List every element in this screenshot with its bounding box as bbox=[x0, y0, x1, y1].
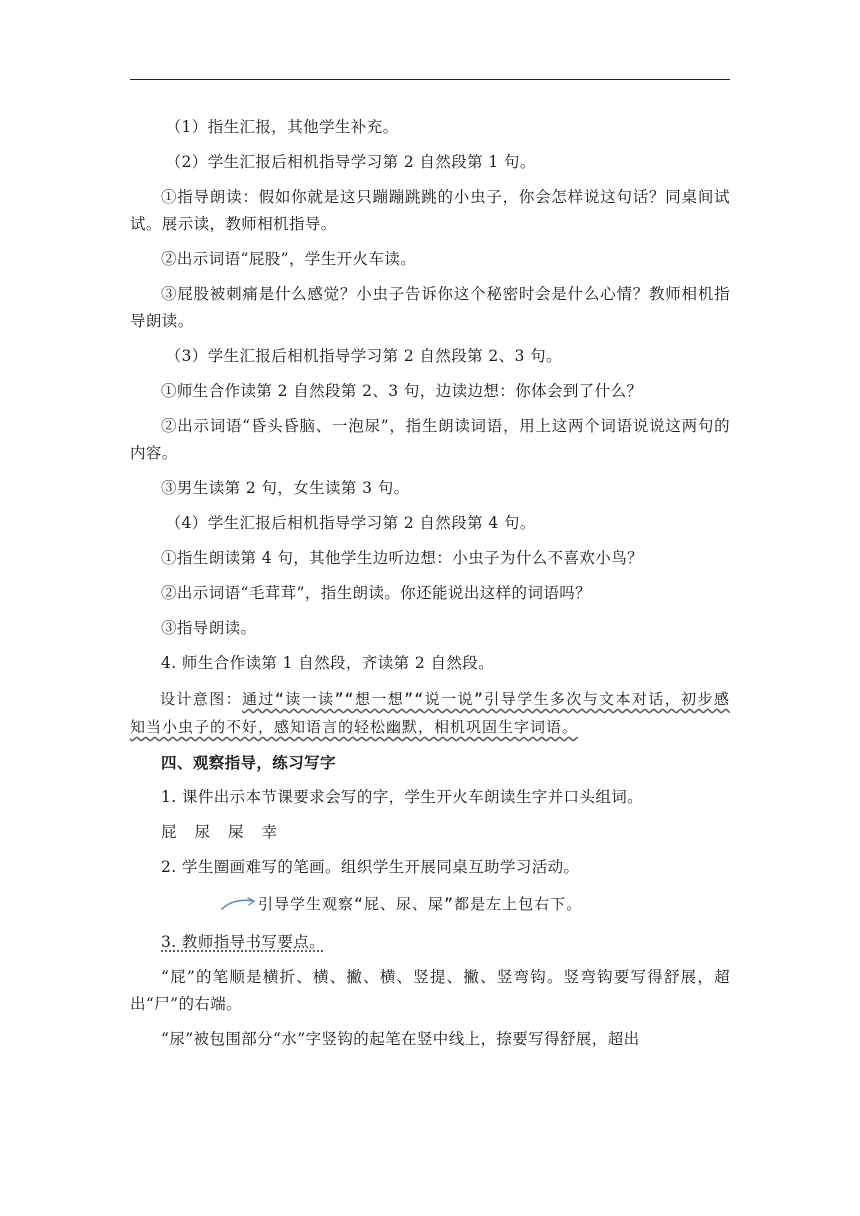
margin-note bbox=[130, 889, 730, 923]
paragraph: “尿”被包围部分“水”字竖钩的起笔在竖中线上，捺要写得舒展，超出 bbox=[161, 1030, 640, 1048]
paragraph: ②出示词语“屁股”，学生开火车读。 bbox=[161, 250, 417, 268]
paragraph: （4）学生汇报后相机指导学习第 2 自然段第 4 句。 bbox=[165, 514, 536, 532]
note-mark-icon bbox=[220, 895, 256, 913]
paragraph: 4. 师生合作读第 1 自然段，齐读第 2 自然段。 bbox=[161, 654, 495, 672]
char-item: 尿 bbox=[194, 823, 215, 841]
paragraph: ①指导朗读：假如你就是这只蹦蹦跳跳的小虫子，你会怎样说这句话？同桌间试试。展示读，教师相机指导。 bbox=[130, 188, 730, 233]
char-list bbox=[130, 819, 730, 846]
dotted-text: 3. 教师指导书写要点。 bbox=[161, 933, 326, 951]
paragraph: （3）学生汇报后相机指导学习第 2 自然段第 2、3 句。 bbox=[165, 347, 562, 365]
paragraph: （2）学生汇报后相机指导学习第 2 自然段第 1 句。 bbox=[165, 153, 536, 171]
paragraph: 1. 课件出示本节课要求会写的字，学生开火车朗读生字并口头组词。 bbox=[161, 788, 644, 806]
paragraph: “屁”的笔顺是横折、横、撇、横、竖提、撇、竖弯钩。竖弯钩要写得舒展，超出“尸”的右端。 bbox=[130, 968, 730, 1013]
design-intent-text: 通过“读一读”“想一想”“说一说”引导学生多次与文本对话，初步感知当小虫子的不好，感知语言的轻松幽默，相机巩固生字词语。 bbox=[130, 690, 730, 736]
paragraph bbox=[130, 929, 730, 956]
section-heading: 四、观察指导，练习写字 bbox=[161, 753, 336, 772]
header-rule bbox=[130, 79, 730, 80]
paragraph: ③指导朗读。 bbox=[161, 619, 257, 637]
paragraph: ①师生合作读第 2 自然段第 2、3 句，边读边想：你体会到了什么？ bbox=[161, 382, 643, 400]
design-intent-label: 设计意图： bbox=[160, 690, 243, 708]
note-text: 引导学生观察“屁、尿、屎”都是左上包右下。 bbox=[258, 895, 583, 913]
paragraph: 2. 学生圈画难写的笔画。组织学生开展同桌互助学习活动。 bbox=[161, 858, 580, 876]
char-item: 屎 bbox=[228, 823, 248, 841]
paragraph: ②出示词语“毛茸茸”，指生朗读。你还能说出这样的词语吗？ bbox=[161, 584, 592, 602]
document-body bbox=[130, 114, 730, 1061]
paragraph: ②出示词语“昏头昏脑、一泡尿”，指生朗读词语，用上这两个词语说说这两句的内容。 bbox=[130, 417, 730, 462]
paragraph: （1）指生汇报，其他学生补充。 bbox=[165, 118, 399, 136]
char-item: 幸 bbox=[261, 823, 282, 841]
paragraph: ①指生朗读第 4 句，其他学生边听边想：小虫子为什么不喜欢小鸟？ bbox=[161, 549, 644, 567]
design-intent bbox=[130, 685, 730, 741]
char-item: 屁 bbox=[161, 823, 181, 841]
paragraph: ③屁股被刺痛是什么感觉？小虫子告诉你这个秘密时会是什么心情？教师相机指导朗读。 bbox=[130, 285, 730, 330]
paragraph: ③男生读第 2 句，女生读第 3 句。 bbox=[161, 479, 410, 497]
